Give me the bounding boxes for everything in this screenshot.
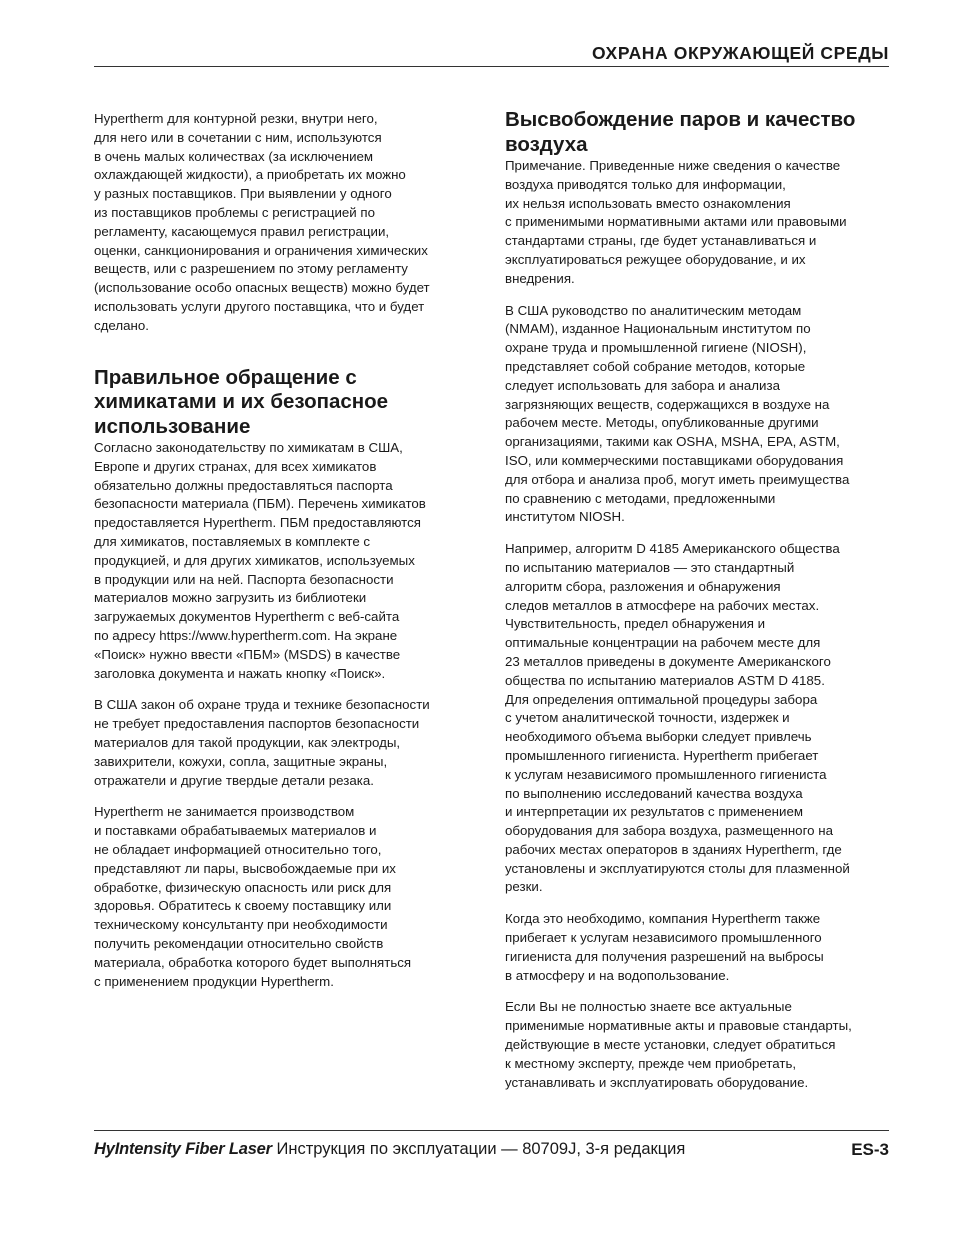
paragraph — [505, 998, 889, 1092]
text-line: стандартами страны, где будет устанавливаться и — [505, 233, 817, 249]
text-line: материала, обработка которого будет выполняться — [94, 954, 412, 970]
text-line: Согласно законодательству по химикатам в США, — [94, 440, 403, 456]
text-line: здоровья. Обратитесь к своему поставщику или — [94, 898, 392, 914]
text-line: в очень малых количествах (за исключением — [94, 148, 374, 164]
text-line: рабочих местах операторов в зданиях Hypertherm, где — [505, 841, 842, 857]
text-line: воздуха — [505, 132, 588, 156]
text-line: продукцией, и для других химикатов, используемых — [94, 552, 415, 568]
text-line: действующие в месте установки, следует обратиться — [505, 1037, 836, 1053]
text-line: (NMAM), изданное Национальным институтом по — [505, 321, 811, 337]
text-line: химикатами и их безопасное — [94, 390, 389, 414]
text-line: и поставками обрабатываемых материалов и — [94, 823, 377, 839]
section-heading-chemicals — [94, 366, 476, 440]
text-line: к местному эксперту, прежде чем приобретать, — [505, 1055, 797, 1071]
text-line: в продукции или на ней. Паспорта безопасности — [94, 571, 394, 587]
text-line: ISO, или коммерческими поставщиками оборудования — [505, 452, 844, 468]
text-line: представляют ли пары, высвобождаемые при их — [94, 860, 396, 876]
text-line: 23 металлов приведены в документе Американского — [505, 653, 831, 669]
page-number: ES-3 — [851, 1140, 889, 1159]
text-line: эксплуатироваться режущее оборудование, и их — [505, 251, 806, 267]
intro-paragraph — [94, 110, 476, 336]
text-line: (использование особо опасных веществ) можно будет — [94, 280, 430, 296]
text-line: у разных поставщиков. При выявлении у одного — [94, 186, 392, 202]
text-line: по выполнению исследований качества воздуха — [505, 785, 803, 801]
section-header-title: ОХРАНА ОКРУЖАЮЩЕЙ СРЕДЫ — [592, 43, 889, 63]
paragraph — [94, 439, 476, 683]
text-line: оценки, санкционирования и ограничения химических — [94, 242, 428, 258]
text-line: безопасности материала (ПБМ). Перечень химикатов — [94, 496, 426, 512]
text-line: оптимальные концентрации на рабочем месте для — [505, 635, 821, 651]
text-line: институтом NIOSH. — [505, 509, 625, 525]
text-line: установлены и эксплуатируются столы для плазменной — [505, 860, 850, 876]
paragraph — [505, 302, 889, 528]
section-heading-air-quality — [505, 108, 889, 157]
text-line: Чувствительность, предел обнаружения и — [505, 616, 766, 632]
text-line: использовать услуги другого поставщика, что и будет — [94, 298, 425, 314]
text-line: техническому консультанту при необходимости — [94, 917, 388, 933]
text-line: В США закон об охране труда и технике безопасности — [94, 697, 430, 713]
text-line: Hypertherm для контурной резки, внутри него, — [94, 111, 378, 126]
text-line: промышленного гигиениста. Hypertherm прибегает — [505, 747, 819, 763]
text-line: регламенту, касающемуся правил регистрации, — [94, 223, 390, 239]
manual-title: Инструкция по эксплуатации — 80709J, 3-я редакция — [276, 1140, 686, 1158]
text-line: по испытанию материалов — это стандартный — [505, 559, 795, 575]
text-line: получить рекомендации относительно свойств — [94, 935, 384, 951]
product-name: HyIntensity Fiber Laser — [94, 1140, 272, 1158]
text-line: охране труда и промышленной гигиене (NIOSH), — [505, 340, 807, 356]
text-line: организациями, такими как OSHA, MSHA, EPA, ASTM, — [505, 434, 840, 450]
header-divider — [94, 66, 889, 67]
text-line: для химикатов, поставляемых в комплекте с — [94, 534, 371, 550]
text-line: материалов для такой продукции, как электроды, — [94, 735, 401, 751]
paragraph — [94, 696, 476, 790]
text-line: представляет собой собрание методов, которые — [505, 358, 806, 374]
text-line: и интерпретации их результатов с применением — [505, 804, 803, 820]
text-line: рабочем месте. Методы, опубликованные другими — [505, 415, 819, 431]
text-line: общества по испытанию материалов ASTM D 4185. — [505, 672, 825, 688]
text-line: отражатели и другие твердые детали резака. — [94, 772, 374, 788]
text-line: обязательно должны предоставляться паспорта — [94, 477, 393, 493]
left-column — [94, 110, 476, 1004]
text-line: внедрения. — [505, 270, 575, 286]
paragraph — [505, 910, 889, 985]
text-line: загружаемых документов Hypertherm с веб-сайта — [94, 609, 400, 625]
text-line: их нельзя использовать вместо ознакомления — [505, 195, 791, 211]
text-line: материалов можно загрузить из библиотеки — [94, 590, 367, 606]
text-line: не требует предоставления паспортов безопасности — [94, 716, 420, 732]
text-line: по сравнению с методами, предложенными — [505, 490, 776, 506]
text-line: Когда это необходимо, компания Hypertherm также — [505, 911, 821, 927]
text-line: Высвобождение паров и качество — [505, 108, 856, 131]
text-line: обработке, физическую опасность или риск для — [94, 879, 392, 895]
text-line: гигиениста для получения разрешений на выбросы — [505, 948, 824, 964]
text-line: не обладает информацией относительно того, — [94, 842, 382, 857]
text-line: применимые нормативные акты и правовые стандарты, — [505, 1018, 852, 1034]
paragraph — [505, 540, 889, 897]
footer-divider — [94, 1130, 889, 1131]
text-line: необходимого объема выборки следует привлечь — [505, 729, 812, 745]
text-line: устанавливать и эксплуатировать оборудование. — [505, 1074, 809, 1090]
text-line: с применимыми нормативными актами или правовыми — [505, 214, 847, 230]
paragraph — [505, 157, 889, 289]
text-line: следует использовать для забора и анализа — [505, 377, 780, 393]
text-line: к услугам независимого промышленного гигиениста — [505, 766, 827, 782]
text-line: для отбора и анализа проб, могут иметь преимущества — [505, 471, 850, 487]
text-line: для него или в сочетании с ним, используются — [94, 129, 382, 145]
text-line: по адресу https://www.hypertherm.com. На экране — [94, 628, 398, 644]
text-line: оборудования для забора воздуха, размещенного на — [505, 823, 833, 839]
text-line: воздуха приводятся только для информации, — [505, 176, 786, 192]
text-line: Если Вы не полностью знаете все актуальные — [505, 999, 792, 1015]
text-line: «Поиск» нужно ввести «ПБМ» (MSDS) в качестве — [94, 646, 401, 662]
text-line: сделано. — [94, 317, 149, 333]
text-line: Например, алгоритм D 4185 Американского общества — [505, 541, 840, 557]
text-line: следов металлов в атмосфере на рабочих местах. — [505, 597, 820, 613]
text-line: с учетом аналитической точности, издержек и — [505, 710, 790, 726]
text-line: предоставляется Hypertherm. ПБМ предоставляются — [94, 515, 421, 531]
text-line: охлаждающей жидкости), а приобретать их можно — [94, 167, 406, 183]
text-line: алгоритм сбора, разложения и обнаружения — [505, 578, 781, 594]
footer-manual-info — [94, 1140, 685, 1159]
text-line: В США руководство по аналитическим методам — [505, 302, 802, 318]
text-line: прибегает к услугам независимого промышленного — [505, 930, 822, 946]
text-line: использование — [94, 414, 251, 438]
text-line: загрязняющих веществ, содержащихся в воздухе на — [505, 396, 830, 412]
text-line: завихрители, кожухи, сопла, защитные экраны, — [94, 753, 388, 769]
text-line: Hypertherm не занимается производством — [94, 804, 355, 820]
right-column — [505, 108, 889, 1105]
paragraph — [94, 803, 476, 991]
text-line: Правильное обращение с — [94, 365, 357, 389]
text-line: в атмосферу и на водопользование. — [505, 967, 730, 983]
text-line: с применением продукции Hypertherm. — [94, 973, 334, 989]
text-line: Европе и других странах, для всех химикатов — [94, 458, 377, 474]
text-line: веществ, или с разрешением по этому регламенту — [94, 261, 408, 277]
text-line: резки. — [505, 879, 543, 895]
text-line: заголовка документа и нажать кнопку «Поиск». — [94, 665, 386, 681]
text-line: Примечание. Приведенные ниже сведения о качестве — [505, 158, 841, 173]
text-line: Для определения оптимальной процедуры забора — [505, 691, 818, 707]
text-line: из поставщиков проблемы с регистрацией по — [94, 204, 376, 220]
